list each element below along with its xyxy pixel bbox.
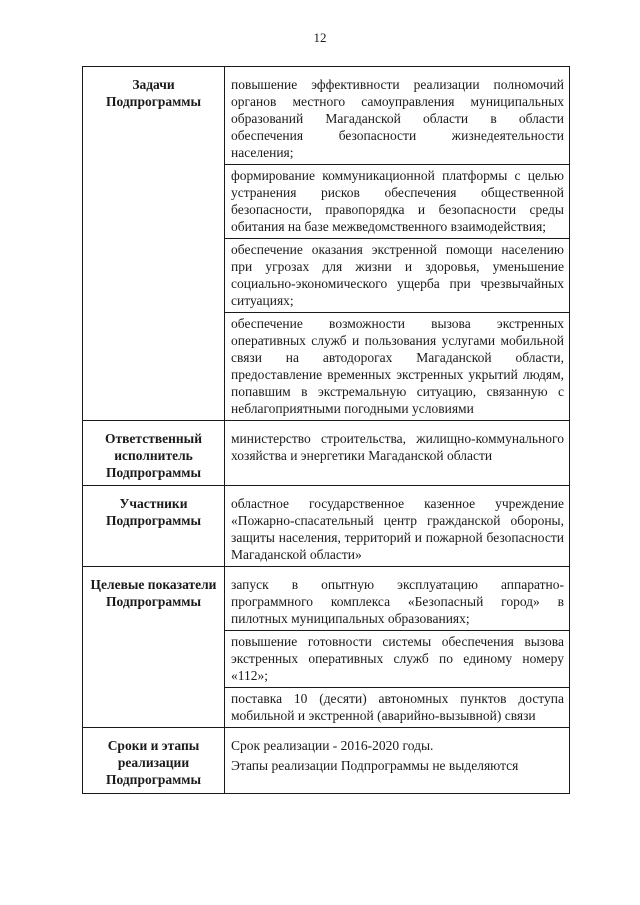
row-label-terms-stages	[83, 728, 225, 794]
row-label-text: Целевые показатели Подпрограммы	[90, 577, 217, 609]
terms-paragraph-1: Срок реализации - 2016-2020 годы.	[231, 738, 434, 753]
table-row-terms-stages	[83, 728, 570, 794]
row-label-text: Участники Подпрограммы	[105, 496, 202, 528]
subprogram-passport-table	[82, 66, 570, 794]
participants-text: областное государственное казенное учреждение «Пожарно-спасательный центр гражданской обороны, защиты населения, территорий и пожарной безопасности Магаданской области»	[231, 496, 564, 562]
row-content-tasks	[225, 67, 570, 421]
row-label-text: Ответственный исполнитель Подпрограммы	[105, 431, 202, 480]
table-row-participants	[83, 486, 570, 567]
indicator-paragraph-2: повышение готовности системы обеспечения вызова экстренных оперативных служб по единому номеру «112»;	[225, 630, 569, 687]
terms-paragraph-2: Этапы реализации Подпрограммы не выделяются	[231, 758, 519, 773]
task-paragraph-3: обеспечение оказания экстренной помощи населению при угрозах для жизни и здоровья, уменьшение социально-экономического ущерба при чрезвычайных ситуациях;	[225, 238, 569, 312]
row-content-responsible-executor	[225, 421, 570, 486]
row-label-tasks	[83, 67, 225, 421]
task-paragraph-4: обеспечение возможности вызова экстренных оперативных служб и пользования услугами мобильной связи на автодорогах Магаданской области, предоставление временных экстренных укрытий людям, попавшим в экстремальную ситуацию, связанную с неблагоприятными погодными условиями	[225, 312, 569, 420]
row-content-target-indicators	[225, 567, 570, 728]
page-number: 12	[313, 30, 327, 45]
indicator-paragraph-1: запуск в опытную эксплуатацию аппаратно-программного комплекса «Безопасный город» в пилотных муниципальных образованиях;	[231, 577, 564, 626]
row-content-participants	[225, 486, 570, 567]
row-content-terms-stages	[225, 728, 570, 794]
task-paragraph-2: формирование коммуникационной платформы с целью устранения рисков обеспечения общественной безопасности, правопорядка и безопасности среды обитания на базе межведомственного взаимодействия;	[225, 164, 569, 238]
row-label-responsible-executor	[83, 421, 225, 486]
table-row-target-indicators	[83, 567, 570, 728]
row-label-text: Сроки и этапы реализации Подпрограммы	[105, 738, 202, 787]
row-label-target-indicators	[83, 567, 225, 728]
indicator-paragraph-3: поставка 10 (десяти) автономных пунктов доступа мобильной и экстренной (аварийно-вызывной) связи	[225, 687, 569, 727]
table-row-responsible-executor	[83, 421, 570, 486]
table-row-tasks	[83, 67, 570, 421]
task-paragraph-1: повышение эффективности реализации полномочий органов местного самоуправления муниципальных образований Магаданской области в области обеспечения безопасности жизнедеятельности населения;	[231, 77, 564, 160]
row-label-text: Задачи Подпрограммы	[105, 77, 202, 109]
responsible-executor-text: министерство строительства, жилищно-коммунального хозяйства и энергетики Магаданской области	[231, 431, 564, 463]
row-label-participants	[83, 486, 225, 567]
